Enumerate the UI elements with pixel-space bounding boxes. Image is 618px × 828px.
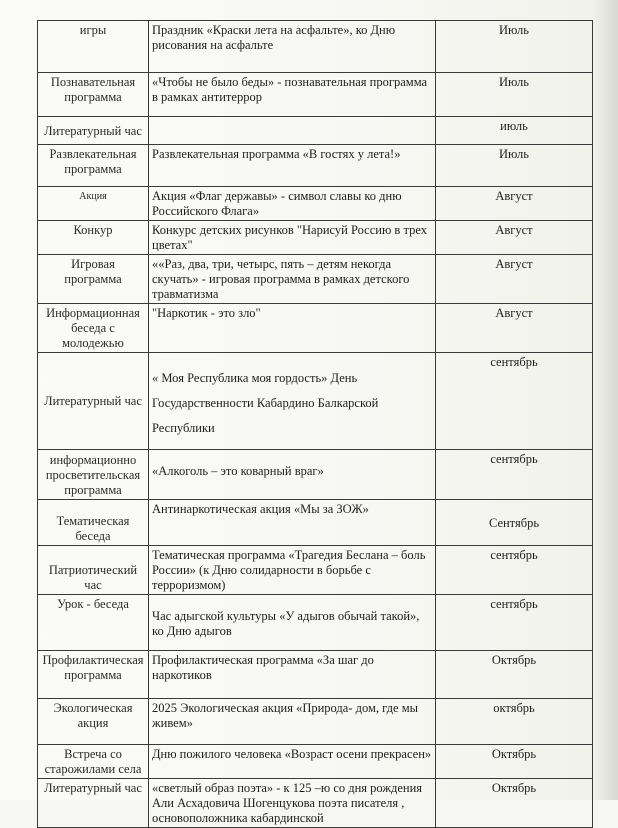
event-description-cell (149, 117, 436, 145)
event-description-cell: Конкурс детских рисунков "Нарисуй Россию в трех цветах" (149, 221, 436, 255)
event-description-cell: Антинаркотическая акция «Мы за ЗОЖ» (149, 500, 436, 546)
event-type-cell: Информационная беседа с молодежью (38, 304, 149, 353)
event-type-cell: Конкур (38, 221, 149, 255)
table-row (38, 595, 593, 651)
event-description-cell: «Алкоголь – это коварный враг» (149, 450, 436, 500)
events-table (37, 20, 593, 828)
event-type-cell: игры (38, 21, 149, 73)
event-type-cell: Игровая программа (38, 255, 149, 304)
event-month-cell: Июль (436, 73, 593, 117)
table-row (38, 353, 593, 450)
event-description-cell: 2025 Экологическая акция «Природа- дом, где мы живем» (149, 699, 436, 745)
event-description-cell: Час адыгской культуры «У адыгов обычай такой», ко Дню адыгов (149, 595, 436, 651)
table-row (38, 255, 593, 304)
event-description-cell: Акция «Флаг державы» - символ славы ко дню Российского Флага» (149, 187, 436, 221)
event-month-cell: Октябрь (436, 745, 593, 779)
event-description-cell: ««Раз, два, три, четырс, пять – детям некогда скучать» - игровая программа в рамках детского травматизма (149, 255, 436, 304)
table-row (38, 651, 593, 699)
event-month-cell: Октябрь (436, 651, 593, 699)
event-type-cell: Акция (38, 187, 149, 221)
event-month-cell: сентябрь (436, 546, 593, 595)
table-row (38, 304, 593, 353)
event-type-cell: Тематическая беседа (38, 500, 149, 546)
event-description-cell: "Наркотик - это зло" (149, 304, 436, 353)
event-description-cell: Тематическая программа «Трагедия Беслана – боль России» (к Дню солидарности в борьбе с терроризмом) (149, 546, 436, 595)
event-type-cell: Литературный час (38, 117, 149, 145)
table-row (38, 221, 593, 255)
table-row (38, 500, 593, 546)
event-month-cell: октябрь (436, 699, 593, 745)
table-row (38, 73, 593, 117)
event-description-cell: Развлекательная программа «В гостях у лета!» (149, 145, 436, 187)
event-month-cell: сентябрь (436, 595, 593, 651)
event-type-cell: информационно просветительская программа (38, 450, 149, 500)
event-month-cell: Июль (436, 145, 593, 187)
event-month-cell: сентябрь (436, 450, 593, 500)
event-description-line: Республики (152, 421, 215, 435)
event-month-cell: Август (436, 255, 593, 304)
event-description-cell: Профилактическая программа «За шаг до наркотиков (149, 651, 436, 699)
event-type-cell: Литературный час (38, 779, 149, 828)
table-row (38, 117, 593, 145)
table-row (38, 145, 593, 187)
event-description-cell (149, 353, 436, 450)
event-month-cell: Октябрь (436, 779, 593, 828)
event-type-cell: Профилактическая программа (38, 651, 149, 699)
table-row (38, 21, 593, 73)
event-description-cell: Дню пожилого человека «Возраст осени прекрасен» (149, 745, 436, 779)
event-type-cell: Патриотический час (38, 546, 149, 595)
event-type-cell: Литературный час (38, 353, 149, 450)
event-month-cell: Сентябрь (436, 500, 593, 546)
event-description-cell: «светлый образ поэта» - к 125 –ю со дня рождения Али Асхадовича Шогенцукова поэта писателя , основоположника кабардинской (149, 779, 436, 828)
event-description-line: « Моя Республика моя гордость» День (152, 371, 358, 385)
event-type-cell: Встреча со старожилами села (38, 745, 149, 779)
table-row (38, 450, 593, 500)
event-type-cell: Экологическая акция (38, 699, 149, 745)
page-edge-shadow (592, 0, 618, 800)
table-row (38, 546, 593, 595)
event-month-cell: Июль (436, 21, 593, 73)
table-row (38, 779, 593, 828)
event-month-cell: Август (436, 221, 593, 255)
event-month-cell: июль (436, 117, 593, 145)
event-month-cell: сентябрь (436, 353, 593, 450)
event-description-line: Государственности Кабардино Балкарской (152, 396, 379, 410)
event-description-cell: Праздник «Краски лета на асфальте», ко Дню рисования на асфальте (149, 21, 436, 73)
event-month-cell: Август (436, 304, 593, 353)
table-row (38, 699, 593, 745)
event-month-cell: Август (436, 187, 593, 221)
event-type-cell: Развлекательная программа (38, 145, 149, 187)
event-type-cell: Урок - беседа (38, 595, 149, 651)
event-description-cell: «Чтобы не было беды» - познавательная программа в рамках антитеррор (149, 73, 436, 117)
event-type-cell: Познавательная программа (38, 73, 149, 117)
table-row (38, 187, 593, 221)
table-row (38, 745, 593, 779)
